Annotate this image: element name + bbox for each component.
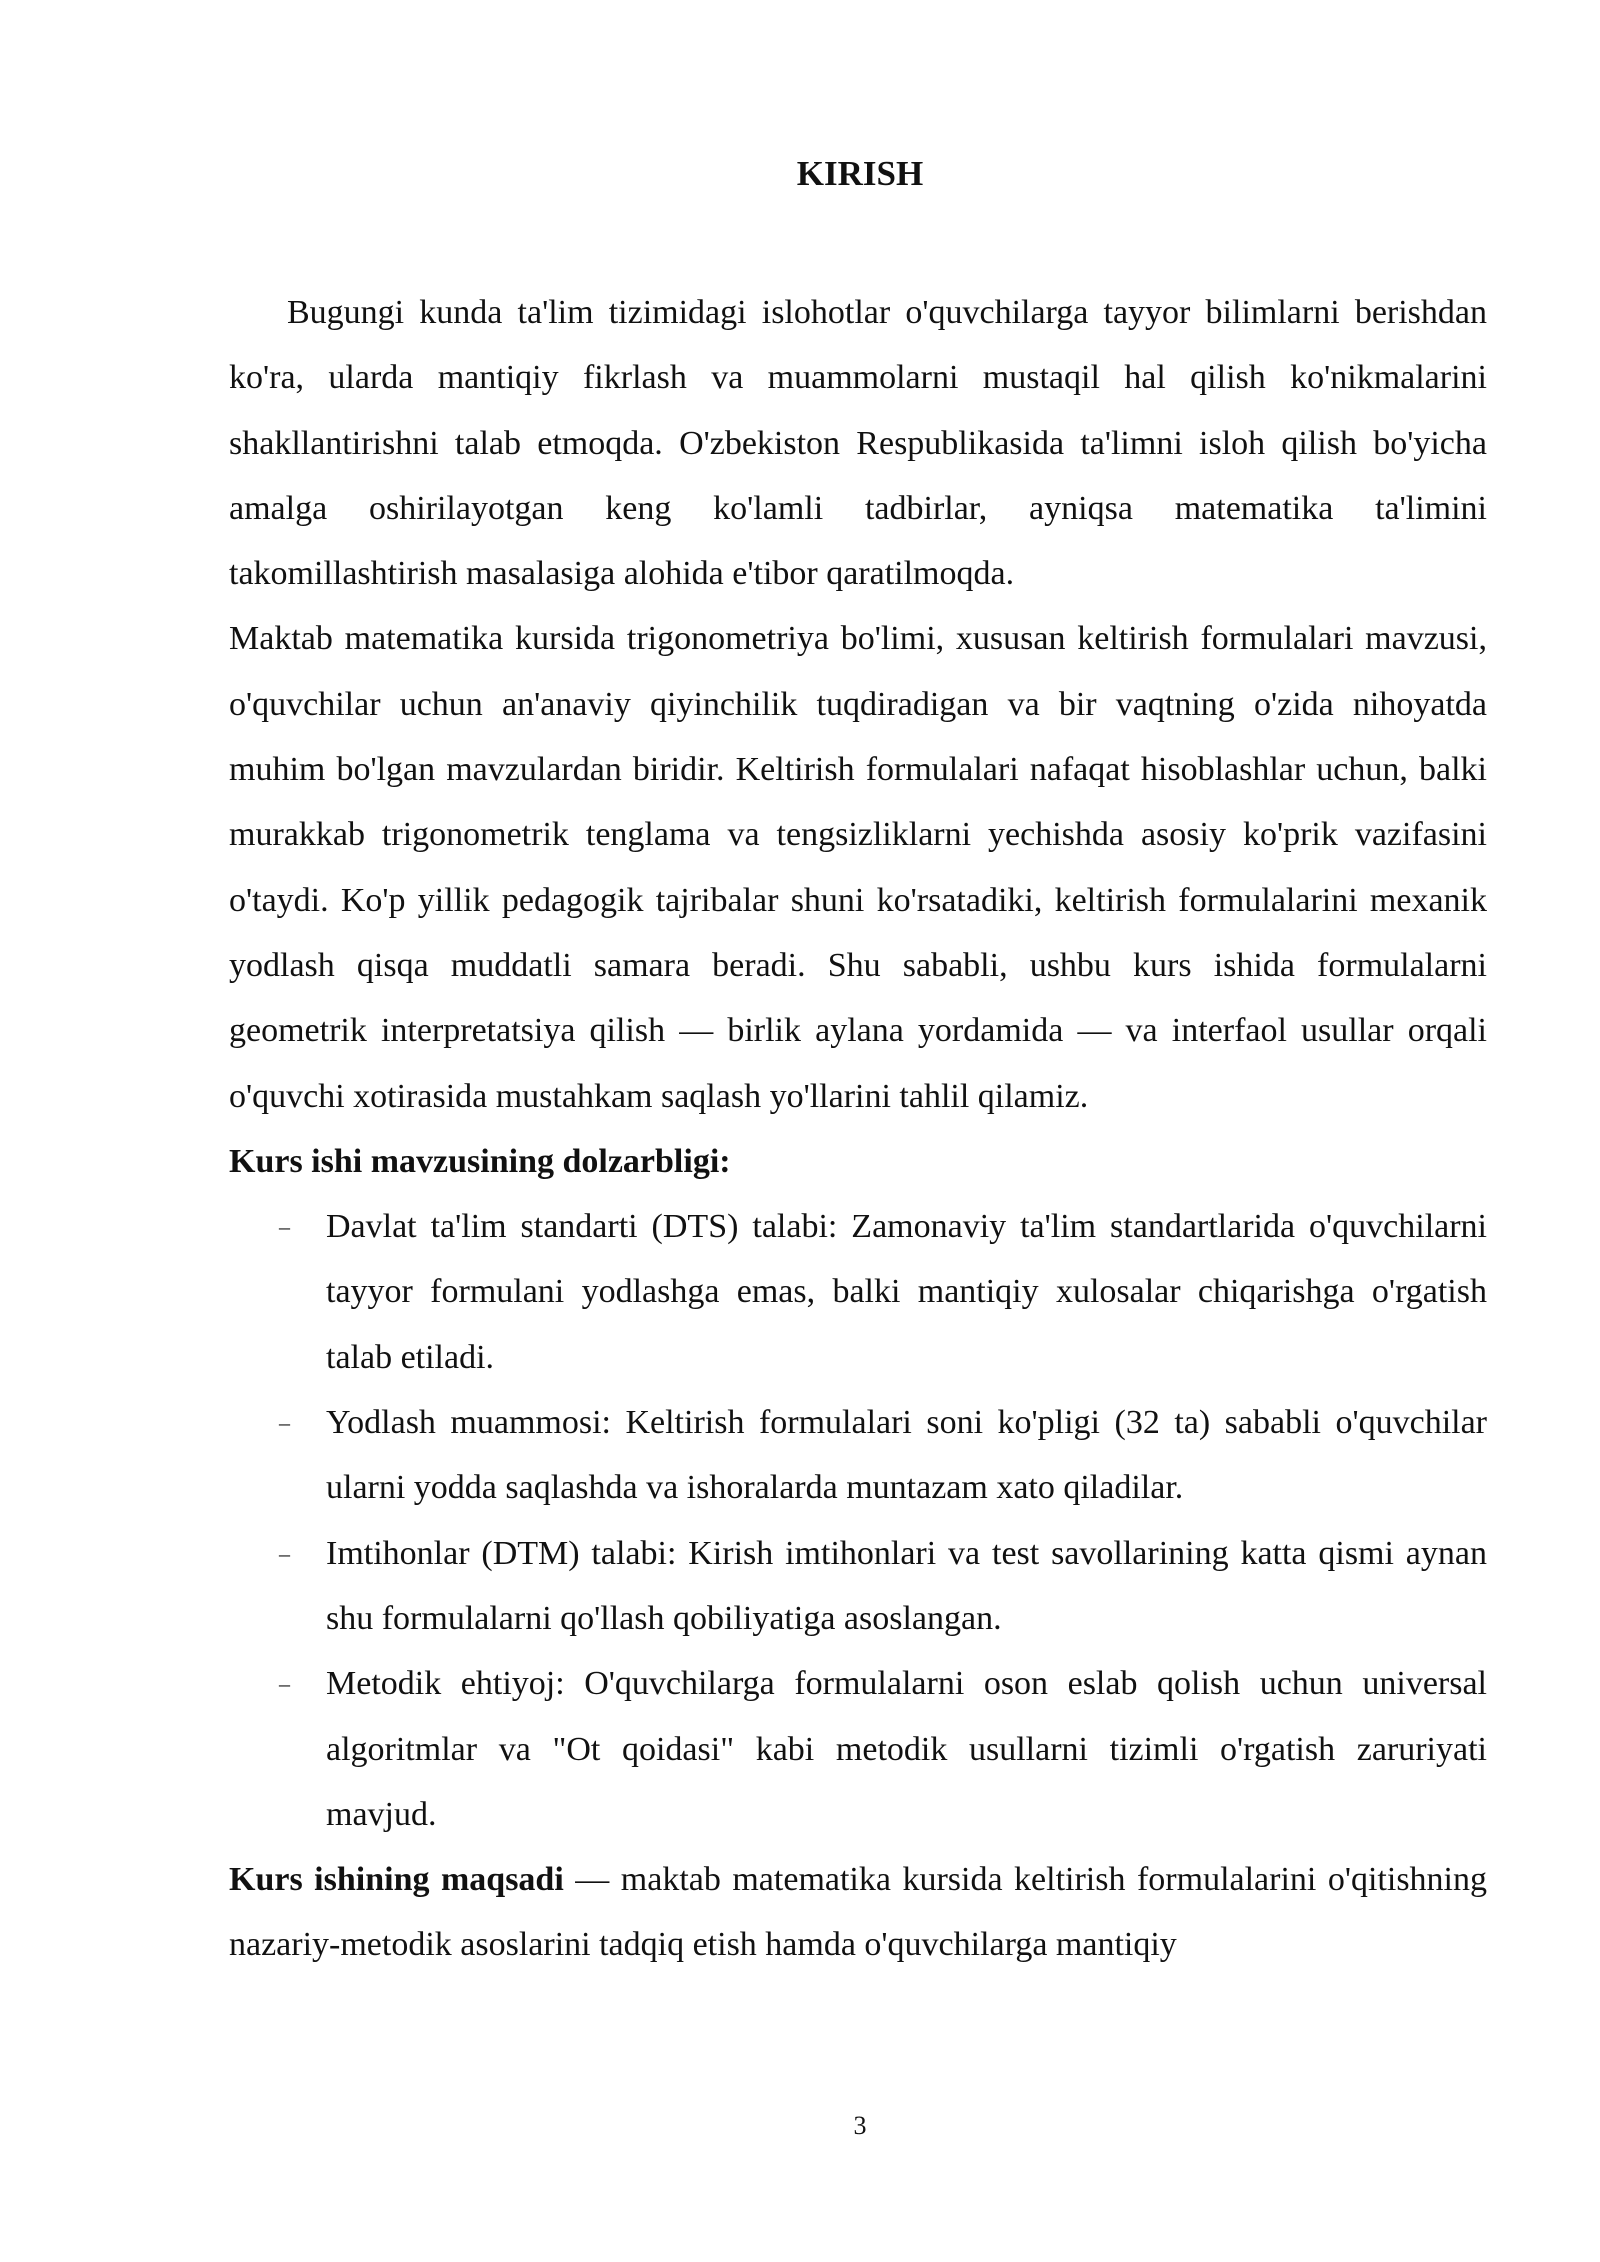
page-number: 3 — [853, 2111, 867, 2140]
relevance-heading: Kurs ishi mavzusining dolzarbligi: — [229, 1142, 731, 1180]
goal-text: — maktab matematika kursida keltirish formulalarini o'qitishning nazariy-metodik asoslarini tadqiq etish hamda o'quvchilarga mantiqiy — [229, 1861, 1487, 1964]
list-item-text: Davlat ta'lim standarti (DTS) talabi: Zamonaviy ta'lim standartlarida o'quvchilarni tayyor formulani yodlashga emas, balki mantiqiy xulosalar chiqarishga o'rgatish talab etiladi. — [326, 1208, 1487, 1376]
bullet-dash-icon: – — [279, 1214, 290, 1240]
document-body — [229, 280, 1487, 1978]
intro-paragraph: Bugungi kunda ta'lim tizimidagi islohotlar o'quvchilarga tayyor bilimlarni berishdan ko'ra, ularda mantiqiy fikrlash va muammolarni mustaqil hal qilish ko'nikmalarini shakllantirishni talab etmoqda. O'zbekiston Respublikasida ta'limni isloh qilish bo'yicha amalga oshirilayotgan keng ko'lamli tadbirlar, ayniqsa matematika ta'limini takomillashtirish masalasiga alohida e'tibor qaratilmoqda. — [229, 294, 1487, 593]
second-paragraph: Maktab matematika kursida trigonometriya bo'limi, xususan keltirish formulalari mavzusi, o'quvchilar uchun an'anaviy qiyinchilik tuqdiradigan va bir vaqtning o'zida nihoyatda muhim bo'lgan mavzulardan biridir. Keltirish formulalari nafaqat hisoblashlar uchun, balki murakkab trigonometrik tenglama va tengsizliklarni yechishda asosiy ko'prik vazifasini o'taydi. Ko'p yillik pedagogik tajribalar shuni ko'rsatadiki, keltirish formulalarini mexanik yodlash qisqa muddatli samara beradi. Shu sababli, ushbu kurs ishida formulalarni geometrik interpretatsiya qilish — birlik aylana yordamida — va interfaol usullar orqali o'quvchi xotirasida mustahkam saqlash yo'llarini tahlil qilamiz. — [229, 620, 1487, 1115]
bullet-dash-icon: – — [279, 1410, 290, 1436]
list-item-text: Imtihonlar (DTM) talabi: Kirish imtihonlari va test savollarining katta qismi aynan shu formulalarni qo'llash qobiliyatiga asoslangan. — [326, 1534, 1487, 1637]
list-item — [229, 1390, 1487, 1521]
goal-label: Kurs ishining maqsadi — [229, 1861, 564, 1899]
bullet-dash-icon: – — [279, 1671, 290, 1697]
list-item — [229, 1521, 1487, 1652]
bullet-dash-icon: – — [279, 1540, 290, 1566]
list-item — [229, 1651, 1487, 1847]
relevance-list — [229, 1194, 1487, 1847]
goal-paragraph — [229, 1847, 1487, 1978]
page-title: KIRISH — [796, 154, 924, 193]
list-item-text: Yodlash muammosi: Keltirish formulalari soni ko'pligi (32 ta) sababli o'quvchilar ularni yodda saqlashda va ishoralarda muntazam xato qiladilar. — [326, 1404, 1487, 1507]
list-item-text: Metodik ehtiyoj: O'quvchilarga formulalarni oson eslab qolish uchun universal algoritmlar va "Ot qoidasi" kabi metodik usullarni tizimli o'rgatish zaruriyati mavjud. — [326, 1665, 1487, 1833]
list-item — [229, 1194, 1487, 1390]
